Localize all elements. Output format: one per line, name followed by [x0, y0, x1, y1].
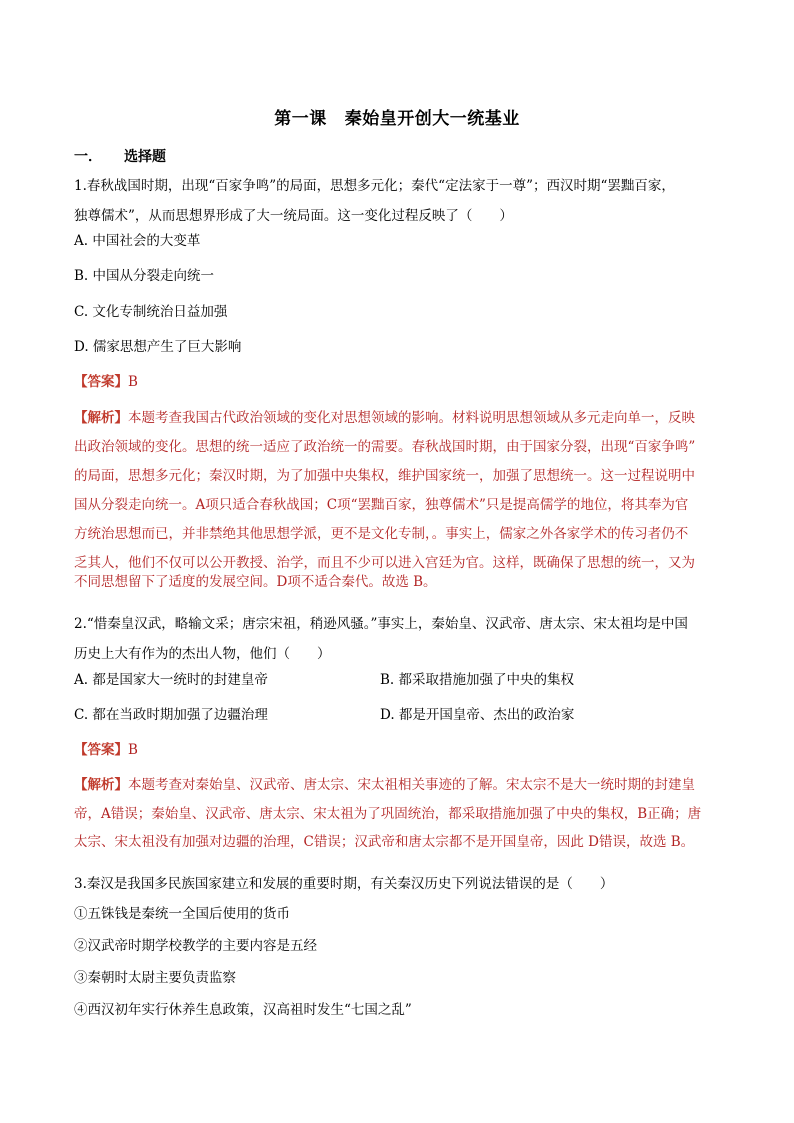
analysis-label: 【解析】: [74, 777, 128, 793]
answer-value: B: [128, 742, 138, 758]
q2-analysis-line1: [74, 775, 695, 795]
q1-stem-line2: 独尊儒术”，从而思想界形成了大一统局面。这一变化过程反映了（ ）: [74, 208, 513, 224]
answer-label: 【答案】: [74, 742, 128, 758]
q1-option-d: D. 儒家思想产生了巨大影响: [74, 339, 242, 355]
q2-analysis-line3: 太宗、宋太祖没有加强对边疆的治理，C错误；汉武帝和唐太宗都不是开国皇帝，因此 D错误，故选 B。: [74, 834, 695, 850]
q1-analysis-line3: 的局面，思想多元化；秦汉时期，为了加强中央集权，维护国家统一，加强了思想统一。这一过程说明中: [74, 468, 695, 484]
q2-stem-line1: 2.“惜秦皇汉武，略输文采；唐宗宋祖，稍逊风骚。”事实上，秦始皇、汉武帝、唐太宗、宋太祖均是中国: [74, 616, 688, 632]
answer-value: B: [128, 374, 138, 390]
q2-option-c: C. 都在当政时期加强了边疆治理: [74, 707, 268, 723]
analysis-label: 【解析】: [74, 410, 128, 426]
q1-stem-line1: 1.春秋战国时期，出现“百家争鸣”的局面，思想多元化；秦代“定法家于一尊”；西汉时期“罢黜百家，: [74, 178, 675, 194]
q1-answer: [74, 372, 138, 392]
q1-option-a: A. 中国社会的大变革: [74, 233, 201, 249]
q3-item-2: ②汉武帝时期学校教学的主要内容是五经: [74, 938, 317, 954]
q1-analysis-line5: 方统治思想而已，并非禁绝其他思想学派，更不是文化专制，。事实上，儒家之外各家学术的传习者仍不: [74, 526, 689, 542]
q1-analysis-line7: 不同思想留下了适度的发展空间。D项不适合秦代。故选 B。: [74, 574, 437, 590]
q2-stem-line2: 历史上大有作为的杰出人物，他们（ ）: [74, 646, 331, 662]
q3-item-3: ③秦朝时太尉主要负责监察: [74, 970, 236, 986]
title-topic: 秦始皇开创大一统基业: [344, 109, 520, 129]
q1-option-b: B. 中国从分裂走向统一: [74, 268, 215, 284]
q2-option-b: B. 都采取措施加强了中央的集权: [380, 672, 575, 688]
q3-item-1: ①五铢钱是秦统一全国后使用的货币: [74, 906, 290, 922]
q2-analysis-line2: 帝，A错误；秦始皇、汉武帝、唐太宗、宋太祖为了巩固统治，都采取措施加强了中央的集权，B正确；唐: [74, 806, 702, 822]
q2-option-d: D. 都是开国皇帝、杰出的政治家: [380, 707, 575, 723]
q3-item-4: ④西汉初年实行休养生息政策，汉高祖时发生“七国之乱”: [74, 1002, 412, 1018]
q1-analysis-line2: 出政治领域的变化。思想的统一适应了政治统一的需要。春秋战国时期，由于国家分裂，出现“百家争鸣”: [74, 439, 696, 455]
section-number: 一．: [74, 149, 102, 165]
answer-label: 【答案】: [74, 374, 128, 390]
q3-stem-line1: 3.秦汉是我国多民族国家建立和发展的重要时期，有关秦汉历史下列说法错误的是（ ）: [74, 876, 614, 892]
section-heading: [74, 146, 166, 166]
section-label: 选择题: [124, 149, 166, 165]
q1-analysis-line1: [74, 408, 695, 428]
q1-analysis-line4: 国从分裂走向统一。A项只适合春秋战国；C项“罢黜百家，独尊儒术”只是提高儒学的地位，将其奉为官: [74, 497, 689, 513]
q2-answer: [74, 740, 138, 760]
q2-option-a: A. 都是国家大一统时的封建皇帝: [74, 672, 268, 688]
q1-option-c: C. 文化专制统治日益加强: [74, 304, 228, 320]
q1-analysis-line6: 乏其人，他们不仅可以公开教授、治学，而且不少可以进入宫廷为官。这样，既确保了思想的统一，又为: [74, 555, 695, 571]
page-title: [0, 104, 794, 129]
analysis-text: 本题考查我国古代政治领域的变化对思想领域的影响。材料说明思想领域从多元走向单一，反映: [128, 410, 695, 426]
title-lesson: 第一课: [274, 109, 327, 129]
analysis-text: 本题考查对秦始皇、汉武帝、唐太宗、宋太祖相关事迹的了解。宋太宗不是大一统时期的封建皇: [128, 777, 695, 793]
